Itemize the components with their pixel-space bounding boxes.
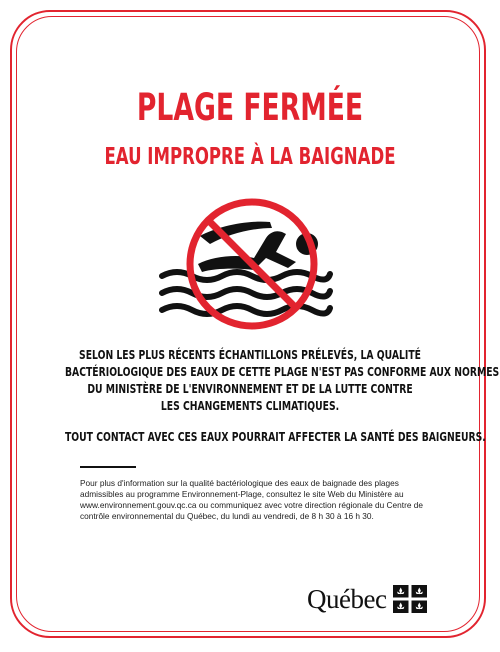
- footnote-divider: [80, 466, 136, 468]
- footnote-line: admissibles au programme Environnement-Plage, consultez le site Web du Ministère au: [80, 489, 404, 499]
- fleur-de-lis-flag-icon: [393, 585, 427, 613]
- body-line: SELON LES PLUS RÉCENTS ÉCHANTILLONS PRÉLEVÉS, LA QUALITÉ: [79, 347, 421, 362]
- footnote-line: Pour plus d'information sur la qualité bactériologique des eaux de baignade des plages: [80, 478, 399, 488]
- body-line: BACTÉRIOLOGIQUE DES EAUX DE CETTE PLAGE N'EST PAS CONFORME AUX NORMES: [65, 364, 500, 379]
- body-line: LES CHANGEMENTS CLIMATIQUES.: [160, 398, 340, 413]
- footnote-line: www.environnement.gouv.qc.ca ou communiquez avec votre direction régionale du Centre de: [80, 500, 423, 510]
- sign-subtitle: EAU IMPROPRE À LA BAIGNADE: [104, 144, 396, 170]
- quebec-wordmark: Québec: [307, 584, 387, 614]
- footnote: [80, 478, 440, 522]
- quebec-logo: [307, 585, 427, 613]
- no-swimming-icon: [158, 196, 334, 334]
- sign-body: [65, 346, 500, 414]
- sign-title: PLAGE FERMÉE: [136, 86, 364, 129]
- health-warning: TOUT CONTACT AVEC CES EAUX POURRAIT AFFECTER LA SANTÉ DES BAIGNEURS.: [65, 429, 486, 444]
- footnote-line: contrôle environnemental du Québec, du lundi au vendredi, de 8 h 30 à 16 h 30.: [80, 511, 374, 521]
- body-line: DU MINISTÈRE DE L'ENVIRONNEMENT ET DE LA LUTTE CONTRE: [87, 381, 413, 396]
